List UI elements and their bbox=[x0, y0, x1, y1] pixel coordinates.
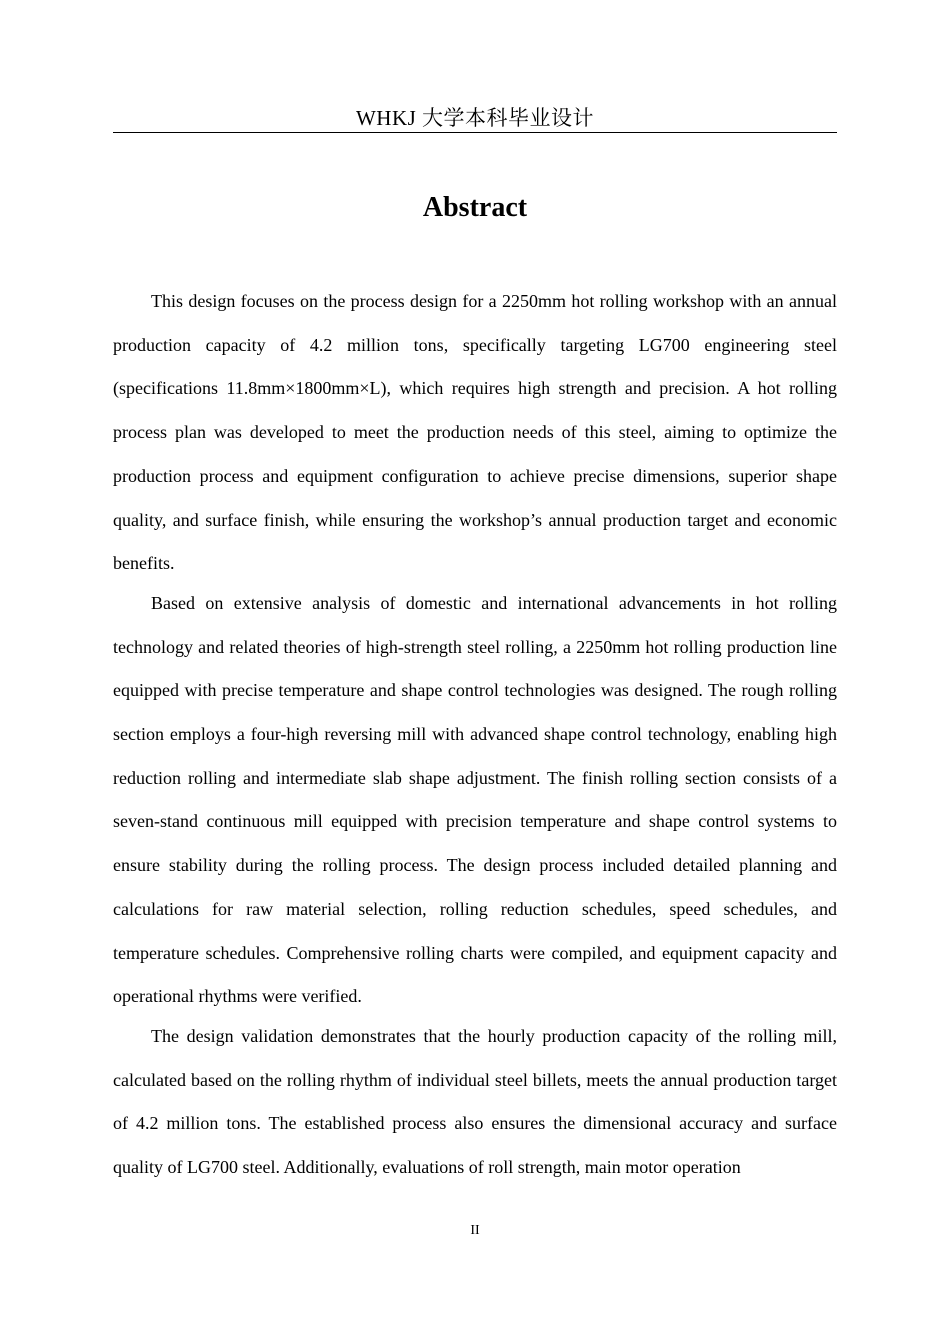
abstract-title: Abstract bbox=[422, 192, 528, 223]
running-header: WHKJ 大学本科毕业设计 bbox=[355, 106, 595, 130]
abstract-body bbox=[113, 280, 837, 1186]
page-number: II bbox=[470, 1223, 480, 1238]
abstract-paragraph-2: Based on extensive analysis of domestic and international advancements in hot rolling technology and related theories of high-strength steel rolling, a 2250mm hot rolling production line equipped with precise temperature and shape control technologies was designed. The rough rolling section employs a four-high reversing mill with advanced shape control technology, enabling high reduction rolling and intermediate slab shape adjustment. The finish rolling section consists of a seven-stand continuous mill equipped with precision temperature and shape control systems to ensure stability during the rolling process. The design process included detailed planning and calculations for raw material selection, rolling reduction schedules, speed schedules, and temperature schedules. Comprehensive rolling charts were compiled, and equipment capacity and operational rhythms were verified. bbox=[113, 592, 837, 1007]
abstract-paragraph-3: The design validation demonstrates that the hourly production capacity of the rolling mill, calculated based on the rolling rhythm of individual steel billets, meets the annual production target of 4.2 million tons. The established process also ensures the dimensional accuracy and surface quality of LG700 steel. Additionally, evaluations of roll strength, main motor operation bbox=[113, 1025, 837, 1178]
abstract-paragraph-1: This design focuses on the process design for a 2250mm hot rolling workshop with an annual production capacity of 4.2 million tons, specifically targeting LG700 engineering steel (specifications 11.8mm×1800mm×L), which requires high strength and precision. A hot rolling process plan was developed to meet the production needs of this steel, aiming to optimize the production process and equipment configuration to achieve precise dimensions, superior shape quality, and surface finish, while ensuring the workshop’s annual production target and economic benefits. bbox=[113, 291, 837, 574]
header-rule bbox=[113, 132, 837, 133]
